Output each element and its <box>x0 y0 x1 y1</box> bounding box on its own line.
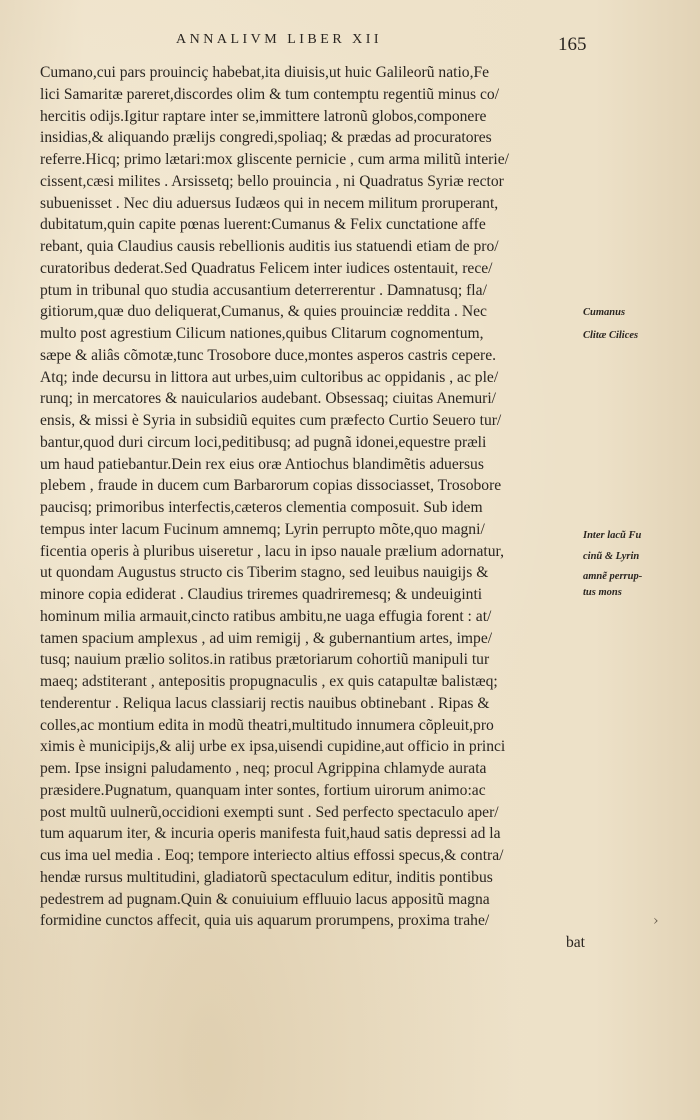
text-line: formidine cunctos affecit, quia uis aquarum prorumpens, proxima trahe/ <box>40 912 490 930</box>
text-line: pedestrem ad pugnam.Quin & conuiuium effluuio lacus appositũ magna <box>40 890 490 908</box>
text-line: dubitatum,quin capite pœnas luerent:Cumanus & Felix cunctatione affe <box>40 216 486 234</box>
text-line: lici Samaritæ pareret,discordes olim & tum contemptu regentiũ minus co/ <box>40 85 500 103</box>
text-line: ximis è municipijs,& alij urbe ex ipsa,uisendi cupidine,aut officio in princi <box>40 738 506 756</box>
text-line: præsidere.Pugnatum, quanquam inter sontes, fortium uirorum animo:ac <box>40 781 486 799</box>
text-line: pem. Ipse insigni paludamento , neq; procul Agrippina chlamyde aurata <box>40 760 487 777</box>
text-line: maeq; adstiterant , antepositis propugnaculis , ex quis catapultæ balistæq; <box>40 673 498 690</box>
margin-note: cinũ & Lyrin <box>583 551 640 562</box>
text-line: tempus inter lacum Fucinum amnemq; Lyrin perrupto mõte,quo magni/ <box>40 520 485 538</box>
text-line: cus ima uel media . Eoq; tempore interiecto altius effossi specus,& contra/ <box>40 847 504 864</box>
page-number: 165 <box>558 34 587 55</box>
text-line: Atq; inde decursu in littora aut urbes,uim cultoribus ac oppidanis , ac ple/ <box>40 368 499 386</box>
text-line: ficentia operis à pluribus uiseretur , lacu in ipso nauale prælium adornatur, <box>40 542 505 560</box>
text-line: curatoribus dederat.Sed Quadratus Felicem inter iudices ostentauit, rece/ <box>40 259 493 277</box>
catchword: bat <box>565 934 585 951</box>
text-line: bantur,quod duri circum loci,peditibusq; ad pugnã idonei,equestre præli <box>40 433 487 451</box>
text-line: runq; in mercatores & nauicularios audebant. Obsessaq; ciuitas Anemuri/ <box>40 390 496 408</box>
page-header <box>0 28 700 58</box>
margin-note: Inter lacũ Fu <box>583 530 642 541</box>
running-title: ANNALIVM LIBER XII <box>176 32 383 47</box>
main-text-block <box>40 62 585 954</box>
text-line: um haud patiebantur.Dein rex eius oræ Antiochus blandimẽtis aduersus <box>40 455 484 473</box>
page-edge-mark: › <box>653 913 659 929</box>
text-line: multo post agrestium Cilicum nationes,quibus Clitarum cognomentum, <box>40 325 484 342</box>
text-line: rebant, quia Claudius causis rebellionis auditis ius statuendi etiam de pro/ <box>40 238 499 255</box>
text-line: subuenisset . Nec diu aduersus Iudæos qui in necem militum proruperant, <box>40 194 499 212</box>
text-line: Cumano,cui pars prouinciç habebat,ita diuisis,ut huic Galileorũ natio,Fe <box>40 64 490 81</box>
text-line: hominum milia armauit,cincto ratibus ambitu,ne uaga effugia forent : at/ <box>40 607 492 625</box>
text-line: tenderentur . Reliqua lacus classiarij rectis nauibus obtinebant . Ripas & <box>40 694 490 712</box>
text-line: tamen spacium amplexus , ad uim remigij , & gubernantium artes, impe/ <box>40 629 493 647</box>
text-line: tusq; nauium prælio solitos.in ratibus prætoriarum cohortiũ manipuli tur <box>40 651 490 669</box>
text-line: sæpe & aliâs cõmotæ,tunc Trosobore duce,montes asperos castris cepere. <box>40 346 497 364</box>
text-line: ut quondam Augustus structo cis Tiberim stagno, sed leuibus nauigijs & <box>40 564 489 582</box>
margin-note: Clitæ Cilices <box>583 330 639 341</box>
text-line: minore copia ediderat . Claudius triremes quadriremesq; & undeuiginti <box>40 586 483 603</box>
text-line: plebem , fraude in ducem cum Barbarorum copias dissociasset, Trosobore <box>40 477 502 495</box>
text-line: ptum in tribunal quo studia accusantium deterrerentur . Damnatusq; fla/ <box>40 281 487 299</box>
text-line: post multũ uulnerũ,occidioni exempti sunt . Sed perfecto spectaculo aper/ <box>40 803 499 821</box>
margin-note: amnẽ perrup- <box>583 571 643 582</box>
text-line: hendæ rursus multitudini, gladiatorũ spectaculum editur, inditis pontibus <box>40 868 493 886</box>
text-line: tum aquarum iter, & incuria operis manifesta fuit,haud satis depressi ad la <box>40 825 501 843</box>
text-line: colles,ac montium edita in modũ theatri,multitudo innumera cõpleuit,pro <box>40 716 494 734</box>
text-line: referre.Hicq; primo lætari:mox gliscente pernicie , cum arma militũ interie/ <box>40 151 509 168</box>
text-line: ensis, & missi è Syria in subsidiũ equites cum præfecto Curtio Seuero tur/ <box>40 412 502 429</box>
margin-note: Cumanus <box>583 307 626 318</box>
text-line: gitiorum,quæ duo deliquerat,Cumanus, & quies prouinciæ reddita . Nec <box>40 303 487 321</box>
text-line: paucisq; primoribus interfectis,cæteros clementia composuit. Sub idem <box>40 499 483 516</box>
text-line: cissent,cæsi milites . Arsissetq; bello prouincia , ni Quadratus Syriæ rector <box>40 172 504 190</box>
text-line: insidias,& aliquando prælijs congredi,spoliaq; & prædas ad procuratores <box>40 129 492 147</box>
margin-note: tus mons <box>583 587 622 598</box>
text-line: hercitis odijs.Igitur raptare inter se,immittere latronũ globos,componere <box>40 107 487 125</box>
